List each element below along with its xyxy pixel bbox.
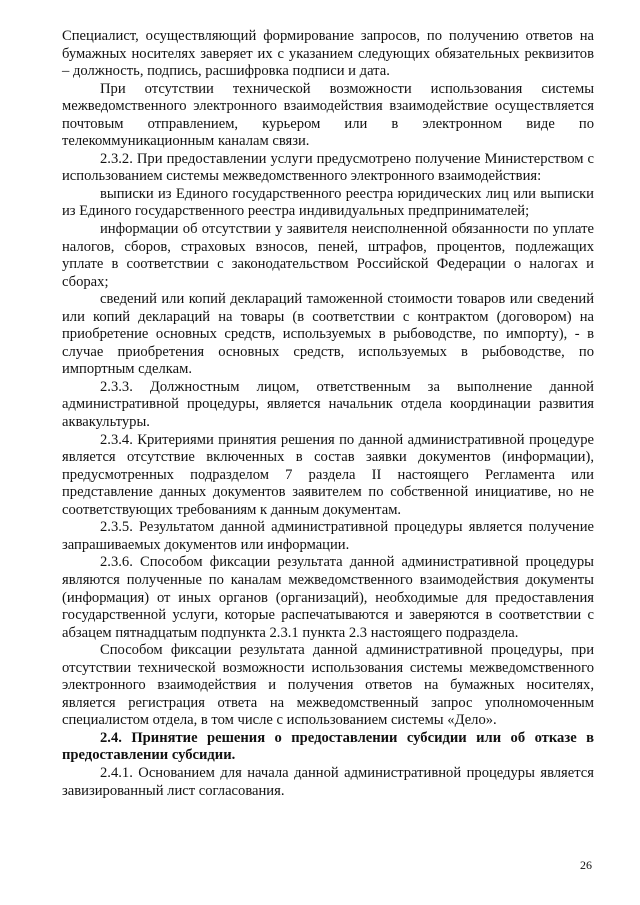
- paragraph-2-3-5: 2.3.5. Результатом данной административной процедуры является получение запрашиваемых документов или информации.: [62, 519, 594, 553]
- paragraph-fixation-method: Способом фиксации результата данной административной процедуры, при отсутствии технической возможности использования системы межведомственного электронного взаимодействия и получения ответов на бумажных носителях, является регистрация ответа на межведомственный запрос уполномоченным специалистом отдела, в том числе с использованием системы «Дело».: [62, 642, 594, 729]
- paragraph-2-3-3: 2.3.3. Должностным лицом, ответственным за выполнение данной административной процедуры, является начальник отдела координации развития аквакультуры.: [62, 378, 594, 431]
- page-number: 26: [580, 858, 592, 872]
- paragraph-specialist-requests: Специалист, осуществляющий формирование запросов, по получению ответов на бумажных носителях заверяет их с указанием следующих обязательных реквизитов – должность, подпись, расшифровка подписи и дата.: [62, 28, 594, 80]
- paragraph-no-technical-possibility: При отсутствии технической возможности использования системы межведомственного электронного взаимодействия взаимодействие осуществляется почтовым отправлением, курьером или в электронном виде по телекоммуникационным каналам связи.: [62, 80, 594, 150]
- paragraph-customs-declarations: сведений или копий деклараций таможенной стоимости товаров или сведений или копий деклараций на товары (в соответствии с контрактом (договором) на приобретение основных средств, используемых в рыбоводстве, по импорту), - в случае приобретения основных средств, используемых в рыбоводстве, по импортным сделкам.: [62, 291, 594, 378]
- paragraph-2-4-1: 2.4.1. Основанием для начала данной административной процедуры является завизированный лист согласования.: [62, 764, 594, 799]
- paragraph-2-3-2: 2.3.2. При предоставлении услуги предусмотрено получение Министерством с использованием системы межведомственного электронного взаимодействия:: [62, 150, 594, 185]
- section-heading-2-4: 2.4. Принятие решения о предоставлении субсидии или об отказе в предоставлении субсидии.: [62, 729, 594, 764]
- paragraph-2-3-6: 2.3.6. Способом фиксации результата данной административной процедуры являются полученные по каналам межведомственного взаимодействия документы (информация) от иных органов (организаций), необходимые для предоставления государственной услуги, которые распечатываются и заверяются в соответствии с абзацем пятнадцатым подпункта 2.3.1 пункта 2.3 настоящего подраздела.: [62, 554, 594, 641]
- paragraph-2-3-4: 2.3.4. Критериями принятия решения по данной административной процедурe является отсутствие включенных в состав заявки документов (информации), предусмотренных подразделом 7 раздела II настоящего Регламента или представление данных документов заявителем по собственной инициативе, но не соответствующих требованиям к данным документам.: [62, 431, 594, 518]
- paragraph-tax-information: информации об отсутствии у заявителя неисполненной обязанности по уплате налогов, сборов, страховых взносов, пеней, штрафов, процентов, подлежащих уплате в соответствии с законодательством Российской Федерации о налогах и сборах;: [62, 221, 594, 290]
- paragraph-registry-extract: выписки из Единого государственного реестра юридических лиц или выписки из Единого государственного реестра индивидуальных предпринимателей;: [62, 185, 594, 220]
- document-page: [62, 28, 594, 800]
